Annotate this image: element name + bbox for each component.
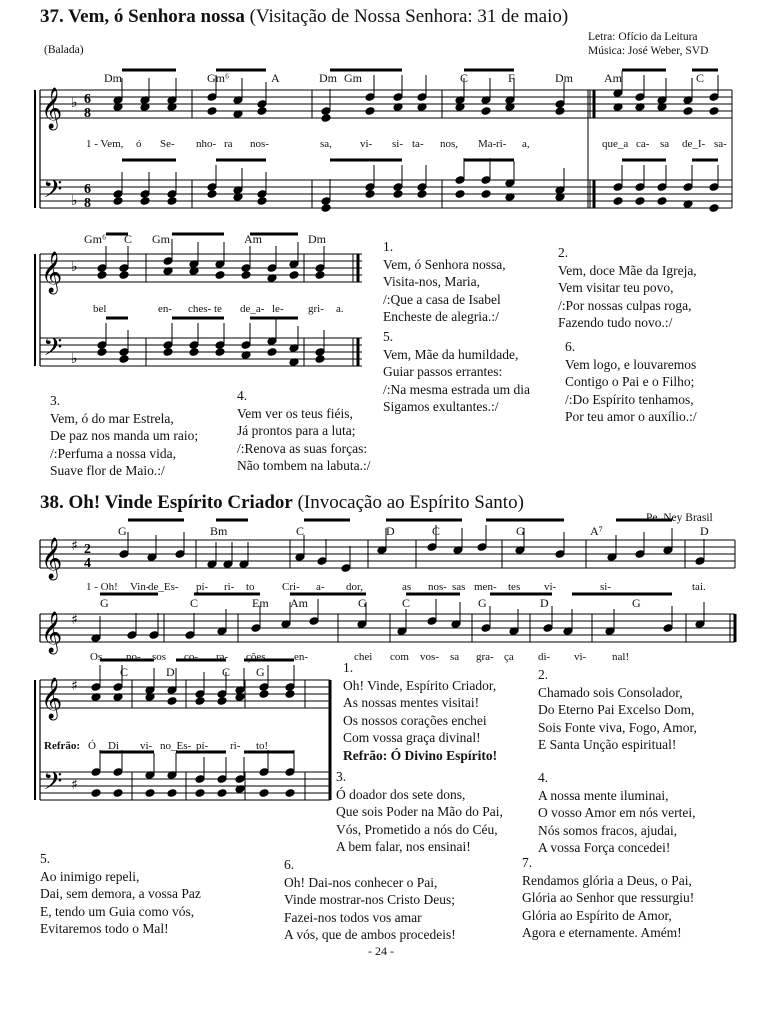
lyric-syllable: ções — [246, 651, 266, 663]
note-head — [257, 107, 267, 116]
chord-symbol: Dm — [319, 71, 337, 85]
note-head — [709, 204, 719, 213]
hymn37-subtitle: (Visitação de Nossa Senhora: 31 de maio) — [249, 6, 569, 27]
lyric-syllable: no- — [126, 651, 141, 663]
lyric-syllable: no_Es- — [160, 740, 192, 752]
chord-symbol: C — [190, 596, 199, 610]
chord-symbol: G — [100, 596, 109, 610]
hymn37-stanza-4: 4. Vem ver os teus fiéis, Já prontos para a luta; /:Renova as suas forças: Não tombem na labuta.:/ — [237, 388, 371, 474]
lyric-syllable: com — [390, 651, 409, 663]
note-head — [683, 107, 693, 116]
lyric-syllable: dor, — [346, 581, 363, 593]
lyric-syllable: si- — [600, 581, 611, 593]
note-head — [215, 271, 225, 280]
chord-symbol: Am — [244, 232, 262, 246]
bass-clef: 𝄢 — [43, 175, 63, 210]
hymn38-stanza-7: 7. Rendamos glória a Deus, o Pai, Glória ao Senhor que ressurgiu! Glória ao Espírito de Amor, Agora e eternamente. Amém! — [522, 855, 695, 941]
note-head — [321, 204, 331, 213]
chord-symbol: Gm⁶ — [207, 71, 230, 85]
note-head — [145, 789, 155, 798]
hymn38-stanza-4: 4. A nossa mente iluminai, O vosso Amor em nós vertei, Nós somos fracos, ajudai, A vossa Força concedei! — [538, 770, 696, 856]
chord-symbol: D — [386, 524, 395, 538]
note-head — [285, 789, 295, 798]
note-head — [217, 697, 227, 706]
note-head — [481, 107, 491, 116]
chord-symbol: D — [540, 596, 549, 610]
chord-symbol: Dm — [104, 71, 122, 85]
chord-symbol: F — [508, 71, 515, 85]
lyric-syllable: Ma- — [478, 138, 497, 150]
treble-clef: 𝄞 — [41, 252, 63, 293]
note-head — [285, 690, 295, 699]
hymn38-stanza-1: 1. Oh! Vinde, Espírito Criador, As nossas mentes visitai! Os nossos corações enchei Com vossa graça divinal! Refrão: Ó Divino Espírito! — [343, 660, 498, 763]
lyric-syllable: ca- — [636, 138, 650, 150]
chord-symbol: Dm — [555, 71, 573, 85]
lyric-syllable: chei — [354, 651, 373, 663]
note-head — [555, 107, 565, 116]
chord-symbol: G — [358, 596, 367, 610]
chord-symbol: Gm⁶ — [84, 232, 107, 246]
note-head — [481, 190, 491, 199]
note-head — [163, 348, 173, 357]
lyric-syllable: Di — [108, 740, 119, 752]
bass-clef: 𝄢 — [43, 767, 63, 802]
note-head — [207, 107, 217, 116]
lyric-syllable: tes — [508, 581, 521, 593]
flat-sign: ♭ — [71, 95, 78, 111]
lyric-syllable: Se- — [160, 138, 175, 150]
note-head — [365, 190, 375, 199]
bass-clef: 𝄢 — [43, 333, 63, 368]
note-head — [195, 697, 205, 706]
hymn38-subtitle: (Invocação ao Espírito Santo) — [297, 492, 524, 513]
chord-symbol: C — [402, 596, 411, 610]
note-head — [97, 348, 107, 357]
lyric-syllable: nho- — [196, 138, 217, 150]
lyric-syllable: Vin- — [130, 581, 150, 593]
chord-symbol: Bm — [210, 524, 228, 538]
chord-symbol: C — [696, 71, 705, 85]
flat-sign: ♭ — [71, 193, 78, 209]
lyric-syllable: sa- — [714, 138, 727, 150]
chord-symbol: C — [432, 524, 441, 538]
lyric-syllable: a, — [522, 138, 530, 150]
note-head — [241, 271, 251, 280]
lyric-syllable: nal! — [612, 651, 630, 663]
lyric-syllable: vi- — [140, 740, 153, 752]
lyric-syllable: nos- — [428, 581, 447, 593]
chord-symbol: G — [256, 665, 265, 679]
chord-symbol: G — [118, 524, 127, 538]
lyric-syllable: ri- — [496, 138, 507, 150]
chord-symbol: Am — [604, 71, 622, 85]
hymn37-style: (Balada) — [44, 44, 84, 56]
note-head — [259, 789, 269, 798]
note-head — [207, 190, 217, 199]
hymn37-number-title: 37. Vem, ó Senhora nossa — [40, 6, 245, 27]
lyric-syllable: tai. — [692, 581, 706, 593]
chord-symbol: A⁷ — [590, 524, 603, 538]
lyric-syllable: sas — [452, 581, 466, 593]
lyric-syllable: en- — [294, 651, 309, 663]
lyric-syllable: di- — [538, 651, 551, 663]
lyric-syllable: gra- — [476, 651, 494, 663]
lyric-syllable: ri- — [224, 581, 235, 593]
time-sig-bottom: 4 — [84, 556, 91, 571]
lyric-syllable: nos- — [250, 138, 269, 150]
note-head — [365, 107, 375, 116]
sharp-sign: ♯ — [71, 612, 78, 628]
time-sig-top: 6 — [84, 182, 91, 197]
note-head — [119, 355, 129, 364]
note-head — [315, 271, 325, 280]
lyric-syllable: ra — [224, 138, 233, 150]
hymn38-stanza-3: 3. Ó doador dos sete dons, Que sois Poder na Mão do Pai, Vós, Prometido a nós do Céu, A bem falar, nos ensinai! — [336, 769, 503, 855]
lyric-syllable: Os — [90, 651, 103, 663]
lyric-syllable: vos- — [420, 651, 439, 663]
note-head — [257, 197, 267, 206]
lyric-syllable: vi- — [360, 138, 373, 150]
hymn37-stanza-3: 3. Vem, ó do mar Estrela, De paz nos manda um raio; /:Perfuma a nossa vida, Suave flor de Maio.:/ — [50, 393, 199, 479]
sharp-sign: ♯ — [71, 538, 78, 554]
hymn37-stanza-2: 2. Vem, doce Mãe da Igreja, Vem visitar teu povo, /:Por nossas culpas roga, Fazendo tudo novo.:/ — [558, 245, 697, 331]
chord-symbol: C — [120, 665, 129, 679]
hymn37-stanza-1: 1. Vem, ó Senhora nossa, Visita-nos, Maria, /:Que a casa de Isabel Encheste de alegria.:/ — [383, 239, 506, 325]
lyric-syllable: en- — [158, 303, 173, 315]
lyric-syllable: Cri- — [282, 581, 300, 593]
page-number: - 24 - — [368, 944, 394, 958]
note-head — [321, 114, 331, 123]
flat-sign: ♭ — [71, 351, 78, 367]
hymn38-credit: Pe. Ney Brasil — [646, 512, 713, 524]
note-head — [289, 271, 299, 280]
note-head — [267, 348, 277, 357]
lyric-syllable: Ó — [88, 740, 96, 752]
note-head — [393, 190, 403, 199]
note-head — [167, 697, 177, 706]
note-head — [259, 690, 269, 699]
chord-symbol: C — [460, 71, 469, 85]
lyric-syllable: le- — [272, 303, 284, 315]
note-head — [113, 789, 123, 798]
chord-symbol: Am — [290, 596, 308, 610]
hymn38-refrain-text: Refrão: Ó Divino Espírito! — [343, 747, 498, 763]
chord-symbol: C — [296, 524, 305, 538]
lyric-syllable: de_Es- — [148, 581, 179, 593]
lyric-syllable: sa — [660, 138, 670, 150]
time-sig-top: 2 — [84, 542, 91, 557]
lyric-syllable: pí- — [196, 740, 209, 752]
lyric-syllable: to! — [256, 740, 269, 752]
hymn38-number-title: 38. Oh! Vinde Espírito Criador — [40, 492, 293, 513]
chord-symbol: G — [516, 524, 525, 538]
hymn38-stanza-6: 6. Oh! Dai-nos conhecer o Pai, Vinde mostrar-nos Cristo Deus; Fazei-nos todos vos amar A vós, que de ambos procedeis! — [284, 857, 456, 943]
lyric-syllable: de_a- — [240, 303, 265, 315]
note-head — [140, 197, 150, 206]
note-head — [613, 197, 623, 206]
chord-symbol: D — [700, 524, 709, 538]
lyric-syllable: ça — [504, 651, 514, 663]
lyric-syllable: sa, — [320, 138, 332, 150]
lyric-syllable: vi- — [544, 581, 557, 593]
lyric-syllable: sa — [450, 651, 460, 663]
lyric-syllable: as — [402, 581, 412, 593]
chord-symbol: D — [166, 665, 175, 679]
refrain-label: Refrão: — [44, 740, 81, 752]
lyric-syllable: ri- — [230, 740, 241, 752]
chord-symbol: Em — [252, 596, 269, 610]
chord-symbol: Gm — [344, 71, 362, 85]
chord-symbol: A — [271, 71, 280, 85]
note-head — [189, 348, 199, 357]
hymn38-stanza-2: 2. Chamado sois Consolador, Do Eterno Pai Excelso Dom, Sois Fonte viva, Fogo, Amor, E Santa Unção espiritual! — [538, 667, 697, 753]
lyric-syllable: ó — [136, 138, 142, 150]
hymn37-credit-lyrics: Letra: Ofício da Leitura — [588, 31, 698, 43]
chord-symbol: G — [632, 596, 641, 610]
note-head — [709, 107, 719, 116]
lyric-syllable: a- — [316, 581, 325, 593]
chord-symbol: G — [478, 596, 487, 610]
time-sig-bottom: 8 — [84, 106, 91, 121]
lyric-syllable: men- — [474, 581, 497, 593]
lyric-syllable: co- — [184, 651, 199, 663]
chord-symbol: Gm — [152, 232, 170, 246]
note-head — [195, 789, 205, 798]
lyric-syllable: 1 - Vem, — [86, 138, 124, 150]
hymn37-stanza-5: 5. Vem, Mãe da humildade, Guiar passos errantes: /:Na mesma estrada um dia Sigamos exultantes.:/ — [383, 329, 530, 415]
lyric-syllable: nos, — [440, 138, 459, 150]
lyric-syllable: 1 - Oh! — [86, 581, 118, 593]
lyric-syllable: vi- — [574, 651, 587, 663]
lyric-syllable: ches- — [188, 303, 212, 315]
note-head — [315, 355, 325, 364]
lyric-syllable: ta- — [412, 138, 424, 150]
treble-clef: 𝄞 — [41, 538, 63, 579]
chord-symbol: C — [124, 232, 133, 246]
note-head — [635, 197, 645, 206]
note-head — [113, 197, 123, 206]
time-sig-bottom: 8 — [84, 196, 91, 211]
note-head — [91, 789, 101, 798]
lyric-syllable: que_a — [602, 138, 629, 150]
lyric-syllable: pí- — [196, 581, 209, 593]
note-head — [167, 789, 177, 798]
note-head — [97, 271, 107, 280]
lyric-syllable: gri- — [308, 303, 324, 315]
note-head — [119, 271, 129, 280]
note-head — [167, 197, 177, 206]
lyric-syllable: to — [246, 581, 255, 593]
lyric-syllable: a. — [336, 303, 344, 315]
note-head — [417, 190, 427, 199]
treble-clef: 𝄞 — [41, 678, 63, 719]
lyric-syllable: te — [214, 303, 222, 315]
sharp-sign: ♯ — [71, 777, 78, 793]
sharp-sign: ♯ — [71, 678, 78, 694]
note-head — [217, 789, 227, 798]
treble-clef: 𝄞 — [41, 88, 63, 129]
time-sig-top: 6 — [84, 92, 91, 107]
note-head — [215, 348, 225, 357]
lyric-syllable: si- — [392, 138, 403, 150]
hymn37-credit-music: Música: José Weber, SVD — [588, 45, 709, 57]
note-head — [657, 197, 667, 206]
hymn37-stanza-6: 6. Vem logo, e louvaremos Contigo o Pai e o Filho; /:Do Espírito tenhamos, Por teu amor o auxílio.:/ — [565, 339, 697, 425]
lyric-syllable: ra- — [216, 651, 229, 663]
chord-symbol: C — [222, 665, 231, 679]
chord-symbol: Dm — [308, 232, 326, 246]
flat-sign: ♭ — [71, 259, 78, 275]
note-head — [455, 190, 465, 199]
hymn38-stanza-5: 5. Ao inimigo repeli, Dai, sem demora, a vossa Paz E, tendo um Guia como vós, Evitaremos todo o Mal! — [40, 851, 201, 937]
lyric-syllable: sos — [152, 651, 167, 663]
lyric-syllable: bel — [93, 303, 107, 315]
treble-clef: 𝄞 — [41, 612, 63, 653]
lyric-syllable: de_I- — [682, 138, 706, 150]
